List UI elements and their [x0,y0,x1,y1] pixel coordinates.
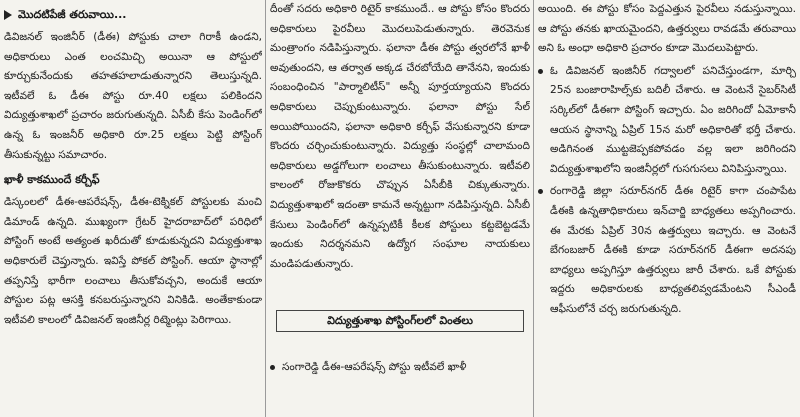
column-2 [270,0,530,417]
paragraph: అయింది. ఈ పోస్టు కోసం పెద్దఎత్తున పైరవీలు నడుస్తున్నాయి. ఆ పోస్టు తనకు ఖాయమైందని, ఉత్తర్వులు రావడమే తరువాయి అని ఓ అంధా అధికారి ప్రచారం కూడా మొదలుపెట్టారు. [538,3,796,55]
subheading: ఖాళీ కాకముందే కర్చీఫ్ [4,173,100,187]
paragraph: డివిజనల్ ఇంజినీర్ (డీఈ) పోస్టుకు చాలా గిరాకీ ఉండని, అధికారులు ఎంత లంచమిచ్చి అయినా ఆ పోస్టులో కూర్చుకునేందుకు తహతహలాడుతున్నారని తెలుస్తున్నది. ఇటీవలే ఓ డీఈ పోస్టు రూ.40 లక్షలు పలికిందని విద్యుత్తుశాఖలో ప్రచారం జరుగుతున్నది. ఏసీబీ కేసు పెండింగ్‌లో ఉన్న ఓ ఇంజనీర్ అధికారి రూ.25 లక్షలు పెట్టి పోస్టింగ్ తీసుకున్నట్టు సమాచారం. [4,31,262,161]
bullet-item: రంగారెడ్డి జిల్లా సరూర్‌నగర్ డీఈ రిటైర్ కాగా చంపాపేట డీఈకి ఉన్నతాధికారులు ఇన్‌చార్జి బాధ్యతలు అప్పగించారు. ఈ మేరకు ఏప్రిల్ 30న ఉత్తర్వులు ఇచ్చారు. ఆ వెంటనే బేగంబజార్ డీఈకి కూడా సరూర్‌నగర్ డీఈగా అదనపు బాధ్యలు అప్పగిస్తూ ఉత్తర్వులు జారీ చేశారు. ఒకే పోస్టుకు ఇద్దరు అధికారులకు బాధ్యతలివ్వడమేంటని సీఎండీ ఆఫీసులోనే చర్చ జరుగుతున్నది. [538,182,796,319]
paragraph: దీంతో సదరు అధికారి రిటైర్ కాకముందే.. ఆ పోస్టు కోసం కొందరు అధికారులు పైరవీలు మొదలుపెడుతున్నారు. తెరవెనుక మంత్రాంగం నడిపిస్తున్నారు. ఫలానా డీఈ పోస్టు త్వరలోనే ఖాళీ అవుతుందని, ఆ తర్వాత అక్కడ చేరబోయేది తానేనని, ఇందుకు సంబంధించిన "పార్మాలిటీస్" అన్నీ పూర్తయ్యాయని కొందరు అధికారులు చెప్పుకుంటున్నారు. ఫలానా పోస్టు సేల్ అయిపోయిందని, ఫలానా అధికారి కర్చీఫ్ వేసుకున్నారని కూడా కొందరు చర్చించుకుంటున్నారు. విద్యుత్తు సంస్థల్లో చాలామంది అధికారులు అడ్డగోలుగా లంచాలు తీసుకుంటున్నారు. ఇటీవలి కాలంలో రోజుకొకరు చొప్పున ఏసీబీకి చిక్కుతున్నారు. విద్యుత్తుశాఖలో ఇదంతా కామనే అన్నట్టుగా నడిపిస్తున్నది. ఏసీబీ కేసులు పెండింగ్‌లో ఉన్నప్పటికీ కీలక పోస్టులు కట్టబెట్టడమే ఇందుకు నిదర్శనమని ఉద్యోగ సంఘాల నాయకులు మండిపడుతున్నారు. [270,3,530,270]
bullet-icon [538,69,543,74]
column-1 [4,0,262,417]
column-3 [538,0,796,417]
boxed-subheading: విద్యుత్తుశాఖ పోస్టింగ్‌లలో వింతలు [276,310,524,332]
bullet-item: సంగారెడ్డి డీఈ-ఆపరేషన్స్ పోస్టు ఇటీవలే ఖాళీ [270,358,530,378]
paragraph: డిస్కంలలో డీఈ-ఆపరేషన్స్, డీఈ-టెక్నికల్ పోస్టులకు మంచి డిమాండ్ ఉన్నది. ముఖ్యంగా గ్రేటర్ హైదరాబాద్‌లో పరిధిలో పోస్టింగ్ అంటే అత్యంత ఖరీదుతో కూడుకున్నదని విద్యుత్తుశాఖ అధికారులే చెప్తున్నారు. ఇవిస్తే పోకల్ పోస్టింగ్. ఆయా స్థానాల్లో తప్పనిస్తే భారీగా లంచాలు తీసుకోవచ్చని, అందుకే ఆయా పోస్టుల పట్ల ఆసక్తి కనబరుస్తున్నారని వినికిడి. అంతేకాకుండా ఇటీవలి కాలంలో డివిజనల్ ఇంజినీర్ల రిట్మెంట్లు పెరిగాయి. [4,196,262,326]
column-divider [533,0,534,417]
continuation-subhead: మొదటిపేజీ తరువాయి... [4,6,262,24]
bullet-item: ఓ డివిజనల్ ఇంజినీర్ గద్వాలలో పనిచేస్తుండగా, మార్చి 25న బంజారాహిల్స్‌కు బదిలీ చేశారు. ఆ వెంటనే సైబర్‌సిటీ సర్కిల్‌లో డీఈగా పోస్టింగ్ ఇచ్చారు. ఏం జరిగిందో ఏమోకానీ ఆయన స్థానాన్ని ఏప్రిల్ 15న మరో అధికారితో భర్తీ చేశారు. అడిగినంత ముట్టజెప్పకపోవడం వల్ల ఇలా జరిగిందని విద్యుత్తుశాఖలోని ఇంజినీర్లలో గుసగుసలు వినిపిస్తున్నాయి. [538,62,796,180]
column-divider [265,0,266,417]
bullet-icon [270,365,275,370]
bullet-icon [538,189,543,194]
arrow-icon [4,10,12,20]
